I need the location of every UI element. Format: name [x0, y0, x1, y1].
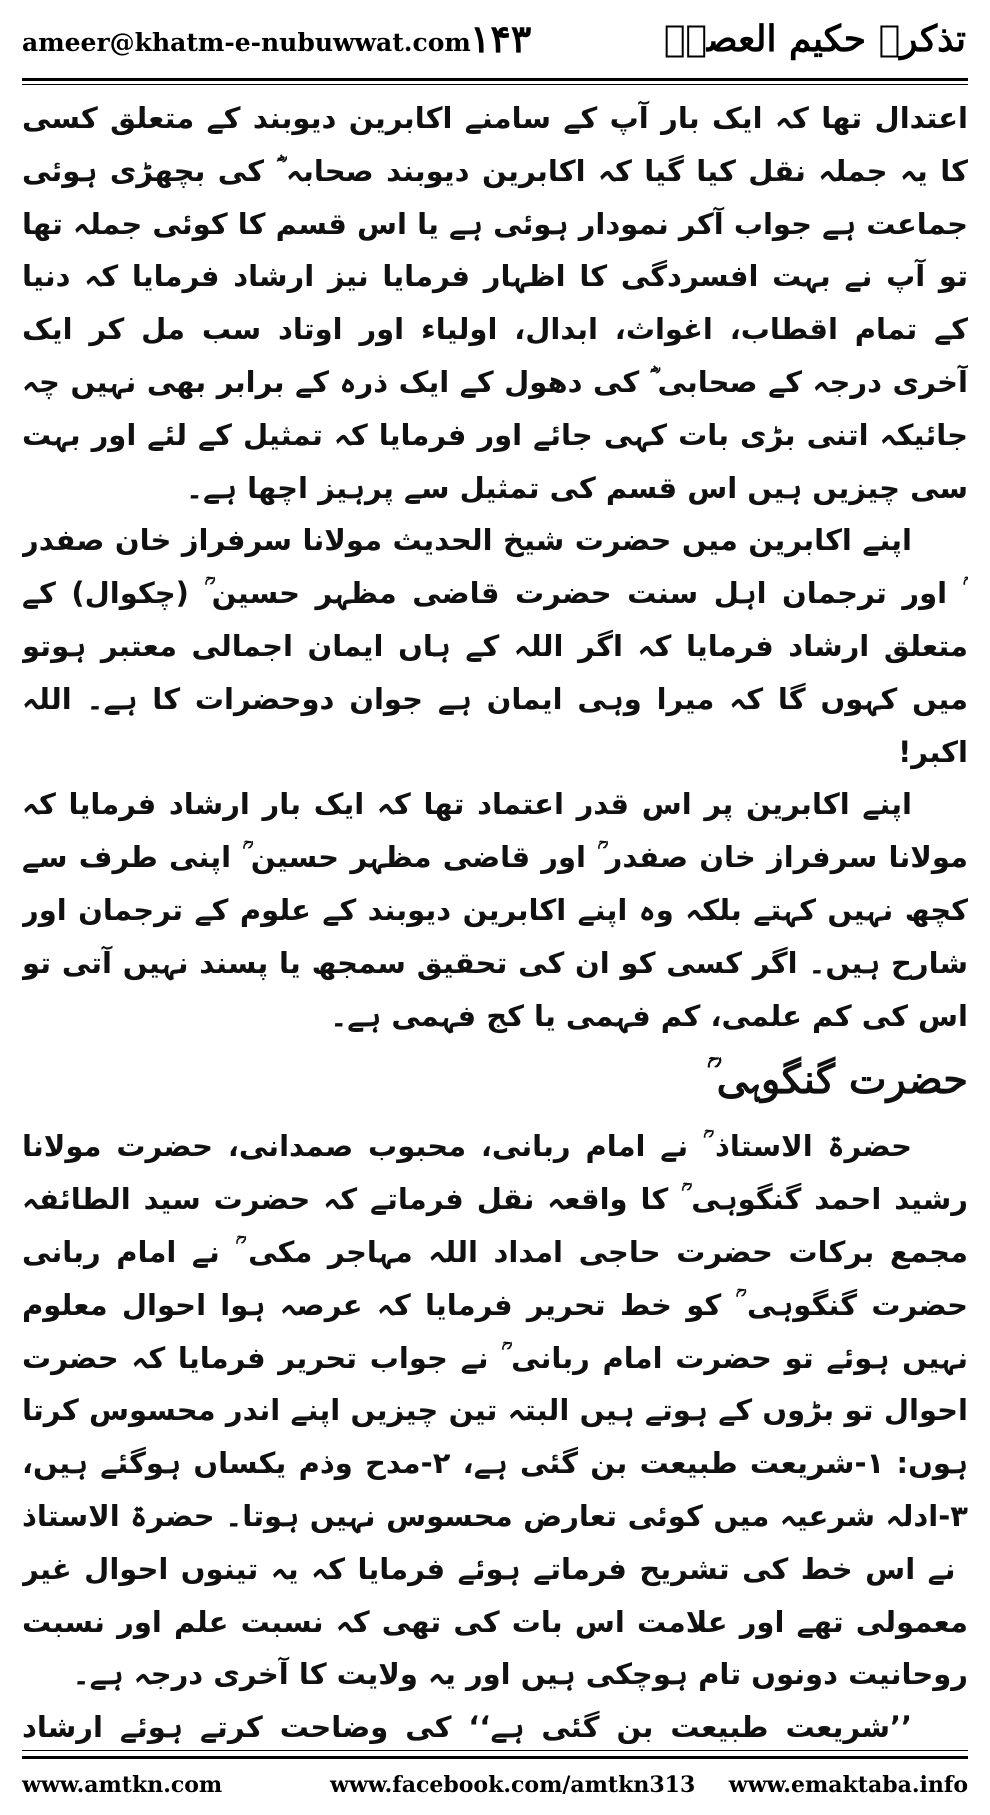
footer-link-facebook[interactable]: www.facebook.com/amtkn313 — [330, 1772, 696, 1798]
page-number: ۱۴۳ — [470, 16, 532, 61]
section-heading: حضرت گنگوہی ؒ — [706, 1056, 968, 1104]
paragraph-3: اپنے اکابرین پر اس قدر اعتماد تھا کہ ایک بار ارشاد فرمایا کہ مولانا سرفراز خان صفدر ؒ اور قاضی مظہر حسین ؒ اپنی طرف سے کچھ نہیں کہتے بلکہ وہ اپنے اکابرین دیوبند کے علوم کے ترجمان اور شارح ہیں۔ اگر کسی کو ان کی تحقیق سمجھ یا پسند نہیں آتی تو اس کی کم علمی، کم فہمی یا کج فہمی ہے۔ — [22, 787, 968, 1033]
paragraph-1: اعتدال تھا کہ ایک بار آپ کے سامنے اکابرین دیوبند کے متعلق کسی کا یہ جملہ نقل کیا گیا کہ اکابرین دیوبند صحابہ ؓ کی بچھڑی ہوئی جماعت ہے جواب آکر نمودار ہوئی ہے یا اس قسم کا کوئی جملہ تھا تو آپ نے بہت افسردگی کا اظہار فرمایا نیز ارشاد فرمایا کہ دنیا کے تمام اقطاب، اغواث، ابدال، اولیاء اور اوتاد سب مل کر ایک آخری درجہ کے صحابی ؓ کی دھول کے ایک ذرہ کے برابر بھی نہیں چہ جائیکہ اتنی بڑی بات کہی جائے اور فرمایا کہ تمثیل کے لئے اور بہت سی چیزیں ہیں اس قسم کی تمثیل سے پرہیز اچھا ہے۔ — [22, 101, 968, 505]
header-rule-thick — [22, 78, 968, 81]
footer-link-emaktaba[interactable]: www.emaktaba.info — [728, 1772, 968, 1798]
header-email[interactable]: ameer@khatm-e-nubuwwat.com — [22, 28, 471, 57]
footer-rule-thin — [22, 1750, 968, 1751]
page-footer — [22, 1772, 968, 1804]
paragraph-4: حضرۃ الاستاذ ؒ نے امام ربانی، محبوب صمدانی، حضرت مولانا رشید احمد گنگوہی ؒ کا واقعہ نقل فرماتے کہ حضرت سید الطائفہ مجمع برکات حضرت حاجی امداد اللہ مہاجر مکی ؒ نے امام ربانی حضرت گنگوہی ؒ کو خط تحریر فرمایا کہ عرصہ ہوا احوال معلوم نہیں ہوئے تو حضرت امام ربانی ؒ نے جواب تحریر فرمایا کہ حضرت احوال تو بڑوں کے ہوتے ہیں البتہ تین چیزیں اپنے اندر محسوس کرتا ہوں: ۱-شریعت طبیعت بن گئی ہے، ۲-مدح وذم یکساں ہوگئے ہیں، ۳-ادلہ شرعیہ میں کوئی تعارض محسوس نہیں ہوتا۔ حضرۃ الاستاذ ؒ نے اس خط کی تشریح فرماتے ہوئے فرمایا کہ یہ تینوں احوال غیر معمولی تھے اور علامت اس بات کی تھی کہ نسبت علم اور نسبت روحانیت دونوں تام ہوچکی ہیں اور یہ ولایت کا آخری درجہ ہے۔ — [22, 1129, 968, 1692]
footer-rule-thick — [22, 1756, 968, 1759]
header-rule-thin — [22, 84, 968, 85]
paragraph-2: اپنے اکابرین میں حضرت شیخ الحدیث مولانا سرفراز خان صفدر ؒ اور ترجمان اہل سنت حضرت قاضی مظہر حسین ؒ (چکوال) کے متعلق ارشاد فرمایا کہ اگر اللہ کے ہاں ایمان اجمالی معتبر ہوتو میں کہوں گا کہ میرا وہی ایمان ہے جوان دوحضرات کا ہے۔ اللہ اکبر! — [22, 523, 968, 769]
book-title: تذکرہ حکیم العصرؒ — [663, 18, 966, 60]
footer-link-amtkn[interactable]: www.amtkn.com — [22, 1772, 223, 1798]
page-body — [22, 92, 968, 1744]
paragraph-5: ’’شریعت طبیعت بن گئی ہے‘‘ کی وضاحت کرتے ہوئے ارشاد — [22, 1710, 912, 1744]
page-header — [22, 14, 968, 74]
